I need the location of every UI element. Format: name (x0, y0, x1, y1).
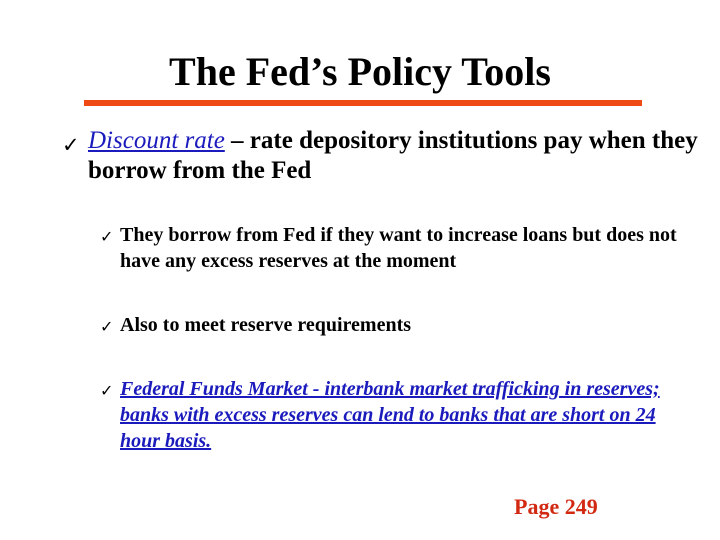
checkmark-icon: ✓ (62, 133, 80, 157)
page-reference: Page 249 (514, 494, 598, 519)
checkmark-icon: ✓ (100, 227, 114, 246)
sub-bullet-federal-funds-link[interactable]: Federal Funds Market - interbank market trafficking in reserves; banks with excess reserves can lend to banks that are short on 24 hour basis. (120, 378, 660, 452)
main-bullet (88, 126, 708, 186)
checkmark-icon: ✓ (100, 381, 114, 400)
sub-bullet-reserve: Also to meet reserve requirements (120, 314, 412, 336)
sub-bullet-borrow: They borrow from Fed if they want to increase loans but does not have any excess reserves at the moment (120, 224, 677, 272)
discount-rate-term[interactable]: Discount rate (88, 127, 225, 154)
slide-title: The Fed’s Policy Tools (169, 49, 551, 94)
checkmark-icon: ✓ (100, 317, 114, 336)
title-underline (84, 100, 642, 106)
discount-rate-definition: – rate depository institutions pay when they borrow from the Fed (88, 127, 698, 184)
